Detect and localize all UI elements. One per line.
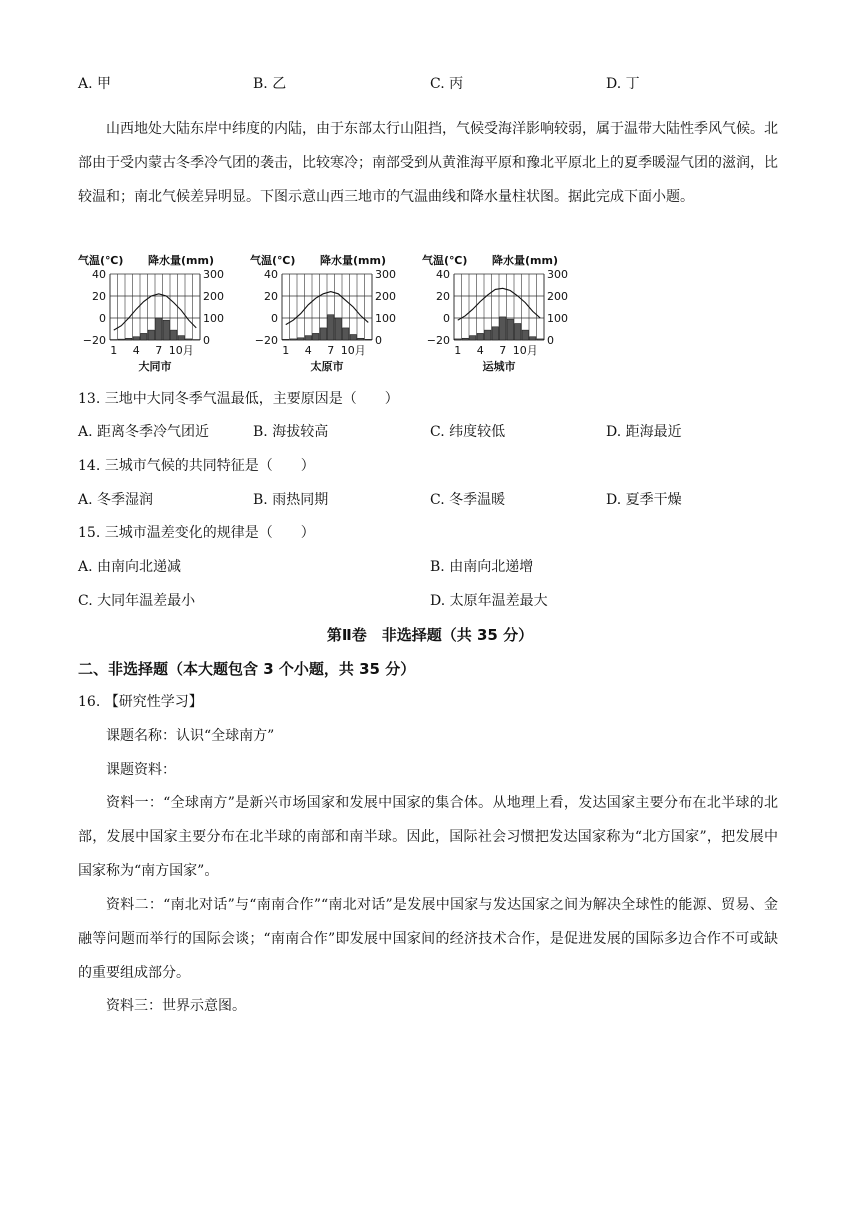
precip-bar <box>163 320 170 340</box>
q14-option-a: A. 冬季湿润 <box>78 492 154 508</box>
q15-option-b: B. 由南向北递增 <box>430 559 534 575</box>
precip-bar <box>455 339 462 340</box>
precip-tick-label: 200 <box>203 290 224 303</box>
precip-tick-label: 100 <box>375 312 396 325</box>
month-tick-label: 10月 <box>512 344 538 357</box>
temp-tick-label: 0 <box>443 312 450 325</box>
temp-tick-label: 20 <box>436 290 450 303</box>
q16-material-2: 资料二：“南北对话”与“南南合作”“南北对话”是发展中国家与发达国家之间为解决全球性的能源、贸易、金融等问题而举行的国际会谈；“南南合作”即发展中国家间的经济技术合作，是促进发展的国际多边合作不可或缺的重要组成部分。 <box>78 897 778 981</box>
city-title: 运城市 <box>482 360 516 373</box>
part-heading: 二、非选择题（本大题包含 3 个小题，共 35 分） <box>78 660 416 678</box>
chart-svg-1 <box>250 250 410 378</box>
precip-bar <box>118 339 125 340</box>
precip-bar <box>522 330 529 340</box>
q15-option-a: A. 由南向北递减 <box>78 559 182 575</box>
chart-yuncheng <box>422 250 582 378</box>
q13-option-b: B. 海拔较高 <box>253 424 329 440</box>
precip-bar <box>485 330 492 340</box>
precip-bar <box>298 338 305 340</box>
precip-bar <box>141 333 148 340</box>
precip-bar <box>492 327 499 340</box>
precip-bar <box>148 330 155 340</box>
q14-option-b: B. 雨热同期 <box>253 492 329 508</box>
precip-bar <box>305 336 312 340</box>
month-tick-label: 1 <box>454 344 462 357</box>
precip-bar <box>178 336 185 340</box>
precip-bar <box>320 328 327 340</box>
q12-option-d: D. 丁 <box>606 76 640 92</box>
precip-bar <box>477 333 484 340</box>
precip-bar <box>126 338 133 340</box>
q13-option-a: A. 距离冬季冷气团近 <box>78 424 210 440</box>
precip-bar <box>186 339 193 340</box>
temp-axis-label: 气温(℃) <box>422 254 468 267</box>
temp-tick-label: −20 <box>82 334 106 347</box>
month-tick-label: 7 <box>155 344 163 357</box>
precip-tick-label: 0 <box>203 334 210 347</box>
month-tick-label: 1 <box>282 344 290 357</box>
temp-tick-label: 20 <box>264 290 278 303</box>
chart-datong <box>78 250 238 378</box>
precip-bar <box>507 319 514 340</box>
q13-stem: 13. 三地中大同冬季气温最低，主要原因是（ ） <box>78 391 399 407</box>
chart-taiyuan <box>250 250 410 378</box>
precip-bar <box>156 318 163 340</box>
precip-bar <box>335 318 342 340</box>
intro-paragraph: 山西地处大陆东岸中纬度的内陆，由于东部太行山阻挡，气候受海洋影响较弱，属于温带大陆性季风气候。北部由于受内蒙古冬季冷气团的袭击，比较寒冷；南部受到从黄淮海平原和豫北平原北上的夏季暖湿气团的滋润，比较温和；南北气候差异明显。下图示意山西三地市的气温曲线和降水量柱状图。据此完成下面小题。 <box>78 121 778 205</box>
q16-material-3: 资料三：世界示意图。 <box>106 998 246 1014</box>
precip-bar <box>313 333 320 340</box>
q14-stem: 14. 三城市气候的共同特征是（ ） <box>78 458 315 474</box>
precip-tick-label: 200 <box>375 290 396 303</box>
precip-bar <box>470 336 477 340</box>
precip-axis-label: 降水量(mm) <box>320 254 386 267</box>
temp-tick-label: 0 <box>99 312 106 325</box>
temp-tick-label: 40 <box>436 268 450 281</box>
precip-bar <box>171 330 178 340</box>
precip-bar <box>290 339 297 340</box>
temp-tick-label: −20 <box>254 334 278 347</box>
month-tick-label: 4 <box>304 344 312 357</box>
month-tick-label: 7 <box>499 344 507 357</box>
climate-charts <box>78 250 598 378</box>
month-tick-label: 7 <box>327 344 335 357</box>
month-tick-label: 10月 <box>340 344 366 357</box>
precip-tick-label: 100 <box>203 312 224 325</box>
section-title: 第Ⅱ卷 非选择题（共 35 分） <box>326 626 534 644</box>
q16-materials-label: 课题资料： <box>106 762 176 778</box>
q12-option-b: B. 乙 <box>253 76 287 92</box>
city-title: 大同市 <box>138 360 172 373</box>
precip-bar <box>358 338 365 340</box>
temp-tick-label: −20 <box>426 334 450 347</box>
q15-option-d: D. 太原年温差最大 <box>430 593 548 609</box>
precip-bar <box>133 337 140 340</box>
precip-bar <box>365 339 372 340</box>
precip-axis-label: 降水量(mm) <box>492 254 558 267</box>
precip-tick-label: 0 <box>375 334 382 347</box>
month-tick-label: 4 <box>132 344 140 357</box>
q16-topic: 课题名称：认识“全球南方” <box>106 728 275 744</box>
temp-tick-label: 40 <box>92 268 106 281</box>
q13-option-d: D. 距海最近 <box>606 424 682 440</box>
q14-option-c: C. 冬季温暖 <box>430 492 506 508</box>
precip-bar <box>350 335 357 341</box>
q12-option-c: C. 丙 <box>430 76 464 92</box>
precip-bar <box>537 339 544 340</box>
precip-bar <box>462 338 469 340</box>
precip-axis-label: 降水量(mm) <box>148 254 214 267</box>
temp-axis-label: 气温(℃) <box>250 254 296 267</box>
month-tick-label: 4 <box>476 344 484 357</box>
q15-option-c: C. 大同年温差最小 <box>78 593 196 609</box>
temp-tick-label: 40 <box>264 268 278 281</box>
city-title: 太原市 <box>310 360 344 373</box>
chart-svg-2 <box>422 250 582 378</box>
precip-tick-label: 300 <box>547 268 568 281</box>
q13-option-c: C. 纬度较低 <box>430 424 506 440</box>
chart-svg-0 <box>78 250 238 378</box>
precip-tick-label: 0 <box>547 334 554 347</box>
month-tick-label: 1 <box>110 344 118 357</box>
precip-bar <box>283 339 290 340</box>
precip-tick-label: 300 <box>203 268 224 281</box>
temp-tick-label: 0 <box>271 312 278 325</box>
temp-axis-label: 气温(℃) <box>78 254 124 267</box>
q16-material-1: 资料一：“全球南方”是新兴市场国家和发展中国家的集合体。从地理上看，发达国家主要分布在北半球的北部，发展中国家主要分布在北半球的南部和南半球。因此，国际社会习惯把发达国家称为“北方国家”，把发展中国家称为“南方国家”。 <box>78 795 778 879</box>
precip-tick-label: 300 <box>375 268 396 281</box>
q15-stem: 15. 三城市温差变化的规律是（ ） <box>78 525 315 541</box>
q14-option-d: D. 夏季干燥 <box>606 492 682 508</box>
precip-bar <box>515 324 522 341</box>
precip-bar <box>328 315 335 340</box>
precip-tick-label: 200 <box>547 290 568 303</box>
precip-bar <box>343 328 350 340</box>
precip-bar <box>530 337 537 340</box>
q12-option-a: A. 甲 <box>78 76 112 92</box>
precip-tick-label: 100 <box>547 312 568 325</box>
q16-stem: 16. 【研究性学习】 <box>78 694 203 710</box>
precip-bar <box>500 317 507 340</box>
temp-tick-label: 20 <box>92 290 106 303</box>
month-tick-label: 10月 <box>168 344 194 357</box>
